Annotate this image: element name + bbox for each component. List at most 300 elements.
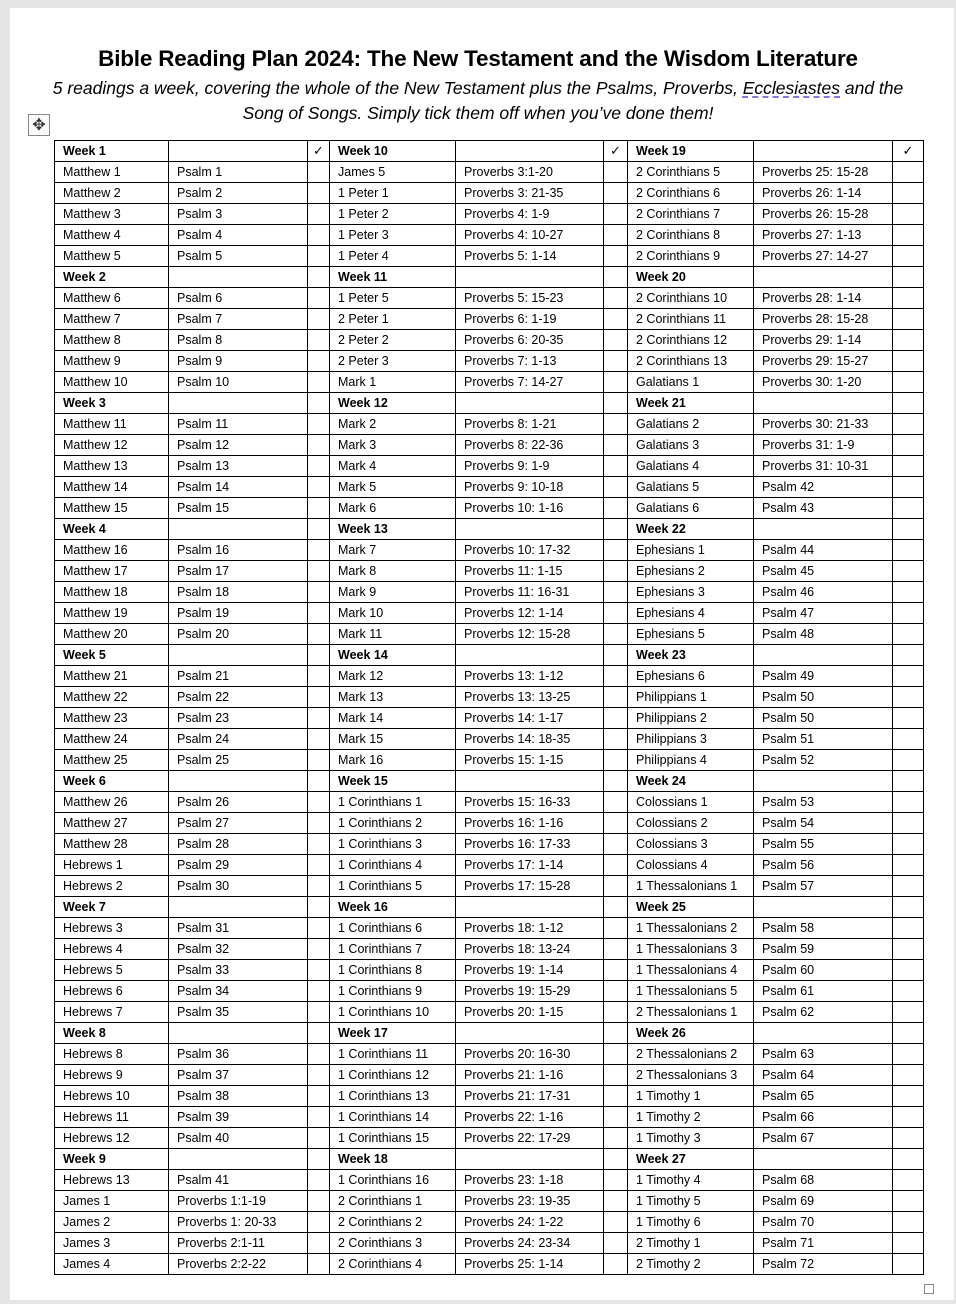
tick-box[interactable]: [893, 1107, 924, 1128]
week-label[interactable]: Week 25: [628, 897, 754, 918]
wisdom-reading[interactable]: Psalm 51: [754, 729, 893, 750]
tick-box[interactable]: [893, 435, 924, 456]
tick-box[interactable]: [604, 1170, 628, 1191]
tick-box[interactable]: [308, 540, 330, 561]
new-testament-reading[interactable]: Mark 16: [330, 750, 456, 771]
empty-cell[interactable]: [169, 519, 308, 540]
new-testament-reading[interactable]: Colossians 4: [628, 855, 754, 876]
new-testament-reading[interactable]: 2 Corinthians 10: [628, 288, 754, 309]
tick-box[interactable]: [308, 351, 330, 372]
wisdom-reading[interactable]: Proverbs 23: 1-18: [456, 1170, 604, 1191]
tick-box[interactable]: [604, 1149, 628, 1170]
new-testament-reading[interactable]: Matthew 22: [55, 687, 169, 708]
new-testament-reading[interactable]: Mark 2: [330, 414, 456, 435]
new-testament-reading[interactable]: 2 Peter 2: [330, 330, 456, 351]
new-testament-reading[interactable]: Ephesians 4: [628, 603, 754, 624]
wisdom-reading[interactable]: Psalm 57: [754, 876, 893, 897]
tick-box[interactable]: [308, 267, 330, 288]
tick-box[interactable]: [308, 141, 330, 162]
wisdom-reading[interactable]: Proverbs 15: 1-15: [456, 750, 604, 771]
wisdom-reading[interactable]: Proverbs 11: 1-15: [456, 561, 604, 582]
tick-box[interactable]: [893, 141, 924, 162]
wisdom-reading[interactable]: Psalm 56: [754, 855, 893, 876]
tick-box[interactable]: [893, 918, 924, 939]
new-testament-reading[interactable]: Matthew 6: [55, 288, 169, 309]
wisdom-reading[interactable]: Psalm 38: [169, 1086, 308, 1107]
tick-box[interactable]: [893, 519, 924, 540]
new-testament-reading[interactable]: 1 Corinthians 11: [330, 1044, 456, 1065]
new-testament-reading[interactable]: 1 Thessalonians 5: [628, 981, 754, 1002]
wisdom-reading[interactable]: Psalm 71: [754, 1233, 893, 1254]
new-testament-reading[interactable]: Matthew 14: [55, 477, 169, 498]
tick-box[interactable]: [604, 708, 628, 729]
tick-box[interactable]: [308, 414, 330, 435]
tick-box[interactable]: [893, 708, 924, 729]
new-testament-reading[interactable]: James 1: [55, 1191, 169, 1212]
new-testament-reading[interactable]: 1 Timothy 4: [628, 1170, 754, 1191]
wisdom-reading[interactable]: Psalm 36: [169, 1044, 308, 1065]
tick-box[interactable]: [893, 393, 924, 414]
tick-box[interactable]: [893, 246, 924, 267]
empty-cell[interactable]: [169, 267, 308, 288]
tick-box[interactable]: [308, 1002, 330, 1023]
wisdom-reading[interactable]: Proverbs 4: 1-9: [456, 204, 604, 225]
new-testament-reading[interactable]: 1 Corinthians 1: [330, 792, 456, 813]
new-testament-reading[interactable]: 2 Thessalonians 3: [628, 1065, 754, 1086]
new-testament-reading[interactable]: 2 Corinthians 4: [330, 1254, 456, 1275]
new-testament-reading[interactable]: Matthew 17: [55, 561, 169, 582]
tick-box[interactable]: [893, 1170, 924, 1191]
empty-cell[interactable]: [456, 645, 604, 666]
tick-box[interactable]: [893, 1086, 924, 1107]
wisdom-reading[interactable]: Psalm 72: [754, 1254, 893, 1275]
tick-box[interactable]: [308, 498, 330, 519]
tick-box[interactable]: [308, 792, 330, 813]
tick-box[interactable]: [308, 666, 330, 687]
tick-box[interactable]: [893, 729, 924, 750]
new-testament-reading[interactable]: Philippians 3: [628, 729, 754, 750]
wisdom-reading[interactable]: Psalm 30: [169, 876, 308, 897]
wisdom-reading[interactable]: Proverbs 29: 15-27: [754, 351, 893, 372]
week-label[interactable]: Week 11: [330, 267, 456, 288]
week-label[interactable]: Week 15: [330, 771, 456, 792]
tick-box[interactable]: [893, 183, 924, 204]
tick-box[interactable]: [308, 456, 330, 477]
wisdom-reading[interactable]: Psalm 8: [169, 330, 308, 351]
new-testament-reading[interactable]: Matthew 23: [55, 708, 169, 729]
new-testament-reading[interactable]: 1 Timothy 2: [628, 1107, 754, 1128]
wisdom-reading[interactable]: Proverbs 23: 19-35: [456, 1191, 604, 1212]
wisdom-reading[interactable]: Psalm 15: [169, 498, 308, 519]
wisdom-reading[interactable]: Psalm 17: [169, 561, 308, 582]
new-testament-reading[interactable]: Mark 3: [330, 435, 456, 456]
spellcheck-flagged-word[interactable]: Ecclesiastes: [742, 78, 840, 98]
tick-box[interactable]: [604, 939, 628, 960]
wisdom-reading[interactable]: Psalm 54: [754, 813, 893, 834]
empty-cell[interactable]: [754, 267, 893, 288]
tick-box[interactable]: [604, 897, 628, 918]
tick-box[interactable]: [604, 519, 628, 540]
wisdom-reading[interactable]: Psalm 2: [169, 183, 308, 204]
wisdom-reading[interactable]: Psalm 28: [169, 834, 308, 855]
empty-cell[interactable]: [169, 897, 308, 918]
new-testament-reading[interactable]: 1 Thessalonians 4: [628, 960, 754, 981]
new-testament-reading[interactable]: Colossians 2: [628, 813, 754, 834]
week-label[interactable]: Week 1: [55, 141, 169, 162]
tick-box[interactable]: [604, 750, 628, 771]
tick-box[interactable]: [604, 1233, 628, 1254]
empty-cell[interactable]: [754, 393, 893, 414]
tick-box[interactable]: [308, 750, 330, 771]
wisdom-reading[interactable]: Psalm 6: [169, 288, 308, 309]
new-testament-reading[interactable]: Ephesians 5: [628, 624, 754, 645]
tick-box[interactable]: [893, 1044, 924, 1065]
wisdom-reading[interactable]: Proverbs 9: 10-18: [456, 477, 604, 498]
wisdom-reading[interactable]: Proverbs 13: 13-25: [456, 687, 604, 708]
wisdom-reading[interactable]: Psalm 7: [169, 309, 308, 330]
wisdom-reading[interactable]: Proverbs 14: 1-17: [456, 708, 604, 729]
tick-box[interactable]: [893, 351, 924, 372]
tick-box[interactable]: [308, 288, 330, 309]
tick-box[interactable]: [604, 687, 628, 708]
wisdom-reading[interactable]: Proverbs 8: 22-36: [456, 435, 604, 456]
wisdom-reading[interactable]: Psalm 25: [169, 750, 308, 771]
wisdom-reading[interactable]: Proverbs 21: 1-16: [456, 1065, 604, 1086]
wisdom-reading[interactable]: Proverbs 17: 1-14: [456, 855, 604, 876]
new-testament-reading[interactable]: Matthew 24: [55, 729, 169, 750]
tick-box[interactable]: [604, 834, 628, 855]
wisdom-reading[interactable]: Psalm 52: [754, 750, 893, 771]
wisdom-reading[interactable]: Proverbs 14: 18-35: [456, 729, 604, 750]
new-testament-reading[interactable]: Matthew 16: [55, 540, 169, 561]
empty-cell[interactable]: [456, 1023, 604, 1044]
tick-box[interactable]: [308, 1023, 330, 1044]
new-testament-reading[interactable]: Matthew 21: [55, 666, 169, 687]
wisdom-reading[interactable]: Psalm 42: [754, 477, 893, 498]
wisdom-reading[interactable]: Proverbs 28: 15-28: [754, 309, 893, 330]
empty-cell[interactable]: [754, 519, 893, 540]
wisdom-reading[interactable]: Proverbs 17: 15-28: [456, 876, 604, 897]
tick-box[interactable]: [604, 1107, 628, 1128]
week-label[interactable]: Week 16: [330, 897, 456, 918]
new-testament-reading[interactable]: Matthew 28: [55, 834, 169, 855]
tick-box[interactable]: [604, 582, 628, 603]
tick-box[interactable]: [604, 603, 628, 624]
week-label[interactable]: Week 17: [330, 1023, 456, 1044]
tick-box[interactable]: [893, 939, 924, 960]
week-label[interactable]: Week 23: [628, 645, 754, 666]
tick-box[interactable]: [893, 330, 924, 351]
new-testament-reading[interactable]: Mark 13: [330, 687, 456, 708]
week-label[interactable]: Week 14: [330, 645, 456, 666]
tick-box[interactable]: [308, 1128, 330, 1149]
wisdom-reading[interactable]: Psalm 16: [169, 540, 308, 561]
new-testament-reading[interactable]: Matthew 1: [55, 162, 169, 183]
week-label[interactable]: Week 20: [628, 267, 754, 288]
tick-box[interactable]: [604, 435, 628, 456]
new-testament-reading[interactable]: 2 Timothy 1: [628, 1233, 754, 1254]
wisdom-reading[interactable]: Psalm 35: [169, 1002, 308, 1023]
tick-box[interactable]: [604, 162, 628, 183]
new-testament-reading[interactable]: Mark 7: [330, 540, 456, 561]
new-testament-reading[interactable]: 1 Peter 3: [330, 225, 456, 246]
wisdom-reading[interactable]: Psalm 18: [169, 582, 308, 603]
new-testament-reading[interactable]: Hebrews 4: [55, 939, 169, 960]
new-testament-reading[interactable]: 2 Corinthians 11: [628, 309, 754, 330]
tick-box[interactable]: [308, 918, 330, 939]
wisdom-reading[interactable]: Psalm 63: [754, 1044, 893, 1065]
new-testament-reading[interactable]: Hebrews 3: [55, 918, 169, 939]
new-testament-reading[interactable]: 1 Timothy 1: [628, 1086, 754, 1107]
tick-box[interactable]: [308, 582, 330, 603]
tick-box[interactable]: [308, 960, 330, 981]
tick-box[interactable]: [308, 561, 330, 582]
wisdom-reading[interactable]: Proverbs 20: 16-30: [456, 1044, 604, 1065]
week-label[interactable]: Week 22: [628, 519, 754, 540]
tick-box[interactable]: [893, 1149, 924, 1170]
new-testament-reading[interactable]: 1 Corinthians 15: [330, 1128, 456, 1149]
wisdom-reading[interactable]: Psalm 10: [169, 372, 308, 393]
new-testament-reading[interactable]: Matthew 26: [55, 792, 169, 813]
new-testament-reading[interactable]: Mark 9: [330, 582, 456, 603]
new-testament-reading[interactable]: Hebrews 7: [55, 1002, 169, 1023]
tick-box[interactable]: [893, 288, 924, 309]
wisdom-reading[interactable]: Psalm 23: [169, 708, 308, 729]
tick-box[interactable]: [893, 750, 924, 771]
wisdom-reading[interactable]: Proverbs 1: 20-33: [169, 1212, 308, 1233]
new-testament-reading[interactable]: Matthew 10: [55, 372, 169, 393]
wisdom-reading[interactable]: Psalm 47: [754, 603, 893, 624]
new-testament-reading[interactable]: 2 Peter 1: [330, 309, 456, 330]
tick-box[interactable]: [893, 582, 924, 603]
new-testament-reading[interactable]: Mark 15: [330, 729, 456, 750]
wisdom-reading[interactable]: Psalm 20: [169, 624, 308, 645]
new-testament-reading[interactable]: Matthew 15: [55, 498, 169, 519]
tick-box[interactable]: [893, 540, 924, 561]
week-label[interactable]: Week 6: [55, 771, 169, 792]
tick-box[interactable]: [893, 666, 924, 687]
wisdom-reading[interactable]: Psalm 59: [754, 939, 893, 960]
empty-cell[interactable]: [169, 393, 308, 414]
new-testament-reading[interactable]: Galatians 4: [628, 456, 754, 477]
tick-box[interactable]: [893, 1212, 924, 1233]
week-label[interactable]: Week 21: [628, 393, 754, 414]
new-testament-reading[interactable]: 1 Corinthians 6: [330, 918, 456, 939]
new-testament-reading[interactable]: Matthew 2: [55, 183, 169, 204]
wisdom-reading[interactable]: Psalm 44: [754, 540, 893, 561]
new-testament-reading[interactable]: 1 Timothy 3: [628, 1128, 754, 1149]
tick-box[interactable]: [308, 981, 330, 1002]
new-testament-reading[interactable]: 1 Corinthians 3: [330, 834, 456, 855]
new-testament-reading[interactable]: Mark 8: [330, 561, 456, 582]
tick-box[interactable]: [308, 393, 330, 414]
new-testament-reading[interactable]: Mark 4: [330, 456, 456, 477]
empty-cell[interactable]: [456, 267, 604, 288]
tick-box[interactable]: [308, 1107, 330, 1128]
week-label[interactable]: Week 12: [330, 393, 456, 414]
wisdom-reading[interactable]: Proverbs 2:2-22: [169, 1254, 308, 1275]
new-testament-reading[interactable]: Matthew 25: [55, 750, 169, 771]
new-testament-reading[interactable]: 1 Corinthians 12: [330, 1065, 456, 1086]
new-testament-reading[interactable]: Philippians 2: [628, 708, 754, 729]
wisdom-reading[interactable]: Proverbs 8: 1-21: [456, 414, 604, 435]
wisdom-reading[interactable]: Proverbs 27: 14-27: [754, 246, 893, 267]
empty-cell[interactable]: [456, 771, 604, 792]
wisdom-reading[interactable]: Proverbs 31: 10-31: [754, 456, 893, 477]
tick-box[interactable]: [604, 1023, 628, 1044]
wisdom-reading[interactable]: Psalm 9: [169, 351, 308, 372]
new-testament-reading[interactable]: Ephesians 2: [628, 561, 754, 582]
new-testament-reading[interactable]: Matthew 18: [55, 582, 169, 603]
tick-box[interactable]: [893, 477, 924, 498]
tick-box[interactable]: [308, 603, 330, 624]
new-testament-reading[interactable]: Ephesians 6: [628, 666, 754, 687]
tick-box[interactable]: [893, 309, 924, 330]
week-label[interactable]: Week 10: [330, 141, 456, 162]
empty-cell[interactable]: [456, 141, 604, 162]
wisdom-reading[interactable]: Psalm 12: [169, 435, 308, 456]
new-testament-reading[interactable]: 2 Corinthians 2: [330, 1212, 456, 1233]
new-testament-reading[interactable]: James 2: [55, 1212, 169, 1233]
wisdom-reading[interactable]: Psalm 58: [754, 918, 893, 939]
new-testament-reading[interactable]: Mark 12: [330, 666, 456, 687]
wisdom-reading[interactable]: Proverbs 18: 13-24: [456, 939, 604, 960]
new-testament-reading[interactable]: James 4: [55, 1254, 169, 1275]
wisdom-reading[interactable]: Psalm 66: [754, 1107, 893, 1128]
wisdom-reading[interactable]: Proverbs 4: 10-27: [456, 225, 604, 246]
tick-box[interactable]: [604, 330, 628, 351]
tick-box[interactable]: [308, 813, 330, 834]
tick-box[interactable]: [308, 435, 330, 456]
week-label[interactable]: Week 5: [55, 645, 169, 666]
wisdom-reading[interactable]: Psalm 27: [169, 813, 308, 834]
wisdom-reading[interactable]: Proverbs 7: 1-13: [456, 351, 604, 372]
new-testament-reading[interactable]: 1 Corinthians 2: [330, 813, 456, 834]
wisdom-reading[interactable]: Psalm 45: [754, 561, 893, 582]
wisdom-reading[interactable]: Proverbs 21: 17-31: [456, 1086, 604, 1107]
tick-box[interactable]: [308, 1170, 330, 1191]
wisdom-reading[interactable]: Psalm 70: [754, 1212, 893, 1233]
tick-box[interactable]: [308, 1065, 330, 1086]
tick-box[interactable]: [893, 876, 924, 897]
wisdom-reading[interactable]: Proverbs 6: 1-19: [456, 309, 604, 330]
new-testament-reading[interactable]: 1 Corinthians 7: [330, 939, 456, 960]
wisdom-reading[interactable]: Psalm 68: [754, 1170, 893, 1191]
empty-cell[interactable]: [456, 897, 604, 918]
tick-box[interactable]: [308, 225, 330, 246]
wisdom-reading[interactable]: Proverbs 10: 1-16: [456, 498, 604, 519]
new-testament-reading[interactable]: 1 Thessalonians 3: [628, 939, 754, 960]
tick-box[interactable]: [308, 1149, 330, 1170]
tick-box[interactable]: [604, 960, 628, 981]
tick-box[interactable]: [893, 771, 924, 792]
wisdom-reading[interactable]: Psalm 60: [754, 960, 893, 981]
wisdom-reading[interactable]: Psalm 3: [169, 204, 308, 225]
empty-cell[interactable]: [456, 1149, 604, 1170]
week-label[interactable]: Week 8: [55, 1023, 169, 1044]
tick-box[interactable]: [308, 834, 330, 855]
tick-box[interactable]: [893, 561, 924, 582]
wisdom-reading[interactable]: Proverbs 3: 21-35: [456, 183, 604, 204]
wisdom-reading[interactable]: Psalm 26: [169, 792, 308, 813]
empty-cell[interactable]: [169, 771, 308, 792]
tick-box[interactable]: [893, 267, 924, 288]
tick-box[interactable]: [893, 414, 924, 435]
new-testament-reading[interactable]: 1 Corinthians 14: [330, 1107, 456, 1128]
tick-box[interactable]: [308, 624, 330, 645]
wisdom-reading[interactable]: Psalm 37: [169, 1065, 308, 1086]
wisdom-reading[interactable]: Psalm 5: [169, 246, 308, 267]
new-testament-reading[interactable]: Hebrews 5: [55, 960, 169, 981]
tick-box[interactable]: [893, 1065, 924, 1086]
new-testament-reading[interactable]: Hebrews 1: [55, 855, 169, 876]
tick-box[interactable]: [604, 918, 628, 939]
new-testament-reading[interactable]: Mark 6: [330, 498, 456, 519]
table-resize-handle[interactable]: [924, 1284, 934, 1294]
wisdom-reading[interactable]: Proverbs 31: 1-9: [754, 435, 893, 456]
week-label[interactable]: Week 13: [330, 519, 456, 540]
tick-box[interactable]: [308, 477, 330, 498]
wisdom-reading[interactable]: Psalm 24: [169, 729, 308, 750]
new-testament-reading[interactable]: 2 Corinthians 7: [628, 204, 754, 225]
tick-box[interactable]: [308, 1212, 330, 1233]
new-testament-reading[interactable]: Ephesians 1: [628, 540, 754, 561]
wisdom-reading[interactable]: Psalm 46: [754, 582, 893, 603]
new-testament-reading[interactable]: Philippians 4: [628, 750, 754, 771]
wisdom-reading[interactable]: Psalm 49: [754, 666, 893, 687]
tick-box[interactable]: [308, 855, 330, 876]
new-testament-reading[interactable]: 1 Timothy 6: [628, 1212, 754, 1233]
wisdom-reading[interactable]: Proverbs 25: 1-14: [456, 1254, 604, 1275]
new-testament-reading[interactable]: 1 Timothy 5: [628, 1191, 754, 1212]
new-testament-reading[interactable]: Galatians 6: [628, 498, 754, 519]
new-testament-reading[interactable]: Hebrews 12: [55, 1128, 169, 1149]
tick-box[interactable]: [308, 771, 330, 792]
tick-box[interactable]: [308, 1044, 330, 1065]
new-testament-reading[interactable]: Hebrews 13: [55, 1170, 169, 1191]
tick-box[interactable]: [893, 456, 924, 477]
tick-box[interactable]: [604, 645, 628, 666]
new-testament-reading[interactable]: 2 Corinthians 8: [628, 225, 754, 246]
empty-cell[interactable]: [754, 1023, 893, 1044]
new-testament-reading[interactable]: 2 Peter 3: [330, 351, 456, 372]
wisdom-reading[interactable]: Proverbs 2:1-11: [169, 1233, 308, 1254]
tick-box[interactable]: [308, 519, 330, 540]
tick-box[interactable]: [604, 1191, 628, 1212]
wisdom-reading[interactable]: Proverbs 19: 1-14: [456, 960, 604, 981]
empty-cell[interactable]: [169, 1149, 308, 1170]
wisdom-reading[interactable]: Proverbs 30: 21-33: [754, 414, 893, 435]
tick-box[interactable]: [893, 855, 924, 876]
new-testament-reading[interactable]: Hebrews 9: [55, 1065, 169, 1086]
wisdom-reading[interactable]: Proverbs 6: 20-35: [456, 330, 604, 351]
wisdom-reading[interactable]: Proverbs 11: 16-31: [456, 582, 604, 603]
tick-box[interactable]: [604, 414, 628, 435]
empty-cell[interactable]: [754, 645, 893, 666]
wisdom-reading[interactable]: Psalm 33: [169, 960, 308, 981]
new-testament-reading[interactable]: Matthew 8: [55, 330, 169, 351]
empty-cell[interactable]: [754, 1149, 893, 1170]
new-testament-reading[interactable]: Colossians 3: [628, 834, 754, 855]
wisdom-reading[interactable]: Proverbs 3:1-20: [456, 162, 604, 183]
tick-box[interactable]: [604, 498, 628, 519]
wisdom-reading[interactable]: Proverbs 12: 15-28: [456, 624, 604, 645]
tick-box[interactable]: [604, 204, 628, 225]
tick-box[interactable]: [308, 645, 330, 666]
new-testament-reading[interactable]: Matthew 12: [55, 435, 169, 456]
new-testament-reading[interactable]: 2 Corinthians 5: [628, 162, 754, 183]
wisdom-reading[interactable]: Psalm 69: [754, 1191, 893, 1212]
